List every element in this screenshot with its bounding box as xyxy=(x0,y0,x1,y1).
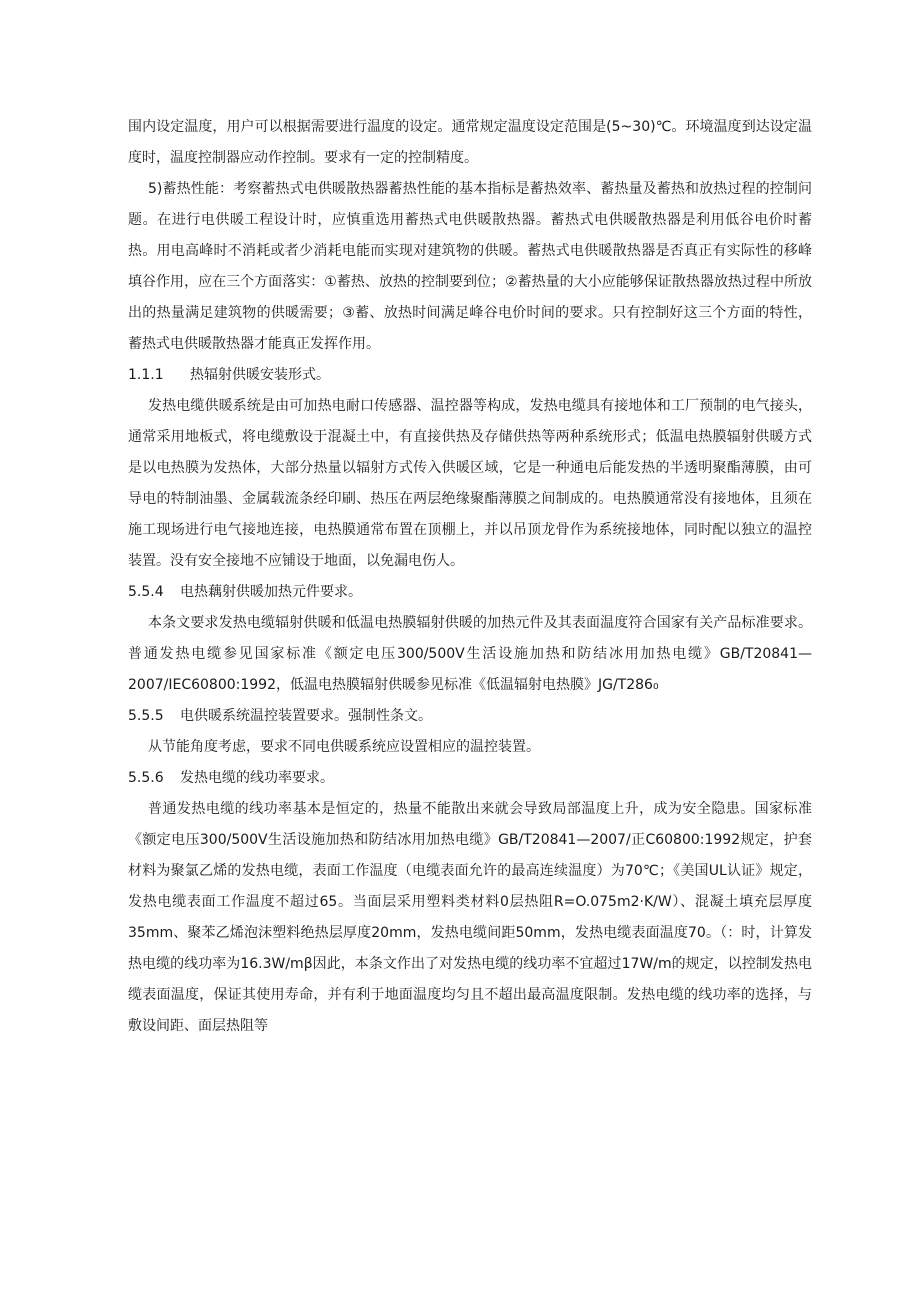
paragraph-temperature-control-devices: 从节能角度考虑，要求不同电供暖系统应设置相应的温控装置。 xyxy=(148,739,540,755)
section-number: 5.5.4 xyxy=(128,584,164,600)
paragraph-cable-linear-power: 普通发热电缆的线功率基本是恒定的，热量不能散出来就会导致局部温度上升，成为安全隐患。国家标准《额定电压300/500V生活设施加热和防结冰用加热电缆》GB/T20841—2007/正C60800:1992规定，护套材料为聚氯乙烯的发热电缆，表面工作温度（电缆表面允许的最高连续温度）为70℃；《美国UL认证》规定，发热电缆表面工作温度不超过65。当面层采用塑料类材料0层热阻R=O.075m2·K/W）、混凝土填充层厚度35mm、聚苯乙烯泡沫塑料绝热层厚度20mm，发热电缆间距50mm，发热电缆表面温度70。（：时，计算发热电缆的线功率为16.3W/mβ因此，本条文作出了对发热电缆的线功率不宜超过17W/m的规定，以控制发热电缆表面温度，保证其使用寿命，并有利于地面温度均匀且不超出最高温度限制。发热电缆的线功率的选择，与敷设间距、面层热阻等 xyxy=(128,801,812,1034)
paragraph-heating-element-standards: 本条文要求发热电缆辐射供暖和低温电热膜辐射供暖的加热元件及其表面温度符合国家有关产品标准要求。普通发热电缆参见国家标准《额定电压300/500V生活设施加热和防结冰用加热电缆》GB/T20841—2007/IEC60800:1992，低温电热膜辐射供暖参见标准《低温辐射电热膜》JG/T286₀ xyxy=(128,615,812,693)
section-number: 5.5.5 xyxy=(128,708,164,724)
paragraph-radiant-heating-forms: 发热电缆供暖系统是由可加热电耐口传感器、温控器等构成，发热电缆具有接地体和工厂预制的电气接头，通常采用地板式，将电缆敷设于混凝土中，有直接供热及存储供热等两种系统形式；低温电热膜辐射供暖方式是以电热膜为发热体，大部分热量以辐射方式传入供暖区域，它是一种通电后能发热的半透明聚酯薄膜，由可导电的特制油墨、金属载流条经印刷、热压在两层绝缘聚酯薄膜之间制成的。电热膜通常没有接地体，且须在施工现场进行电气接地连接，电热膜通常布置在顶棚上，并以吊顶龙骨作为系统接地体，同时配以独立的温控装置。没有安全接地不应铺设于地面，以免漏电伤人。 xyxy=(128,398,812,569)
section-title: 电供暖系统温控装置要求。强制性条文。 xyxy=(180,708,432,724)
paragraph-heat-storage-performance: 5)蓄热性能：考察蓄热式电供暖散热器蓄热性能的基本指标是蓄热效率、蓄热量及蓄热和放热过程的控制问题。在进行电供暖工程设计时，应慎重选用蓄热式电供暖散热器。蓄热式电供暖散热器是利用低谷电价时蓄热。用电高峰时不消耗或者少消耗电能而实现对建筑物的供暖。蓄热式电供暖散热器是否真正有实际性的移峰填谷作用，应在三个方面落实：①蓄热、放热的控制要到位；②蓄热量的大小应能够保证散热器放热过程中所放出的热量满足建筑物的供暖需要；③蓄、放热时间满足峰谷电价时间的要求。只有控制好这三个方面的特性，蓄热式电供暖散热器才能真正发挥作用。 xyxy=(128,181,812,352)
section-title: 发热电缆的线功率要求。 xyxy=(180,770,334,786)
section-heading-1-1-1 xyxy=(128,360,812,391)
section-heading-5-5-4 xyxy=(128,577,812,608)
section-heading-5-5-6 xyxy=(128,763,812,794)
document-page xyxy=(128,112,812,1042)
paragraph-temperature-setting: 围内设定温度，用户可以根据需要进行温度的设定。通常规定温度设定范围是(5~30)℃。环境温度到达设定温度时，温度控制器应动作控制。要求有一定的控制精度。 xyxy=(128,119,812,166)
section-title: 热辐射供暖安装形式。 xyxy=(190,367,330,383)
section-number: 1.1.1 xyxy=(128,367,164,383)
section-number: 5.5.6 xyxy=(128,770,164,786)
section-heading-5-5-5 xyxy=(128,701,812,732)
section-title: 电热藕射供暖加热元件要求。 xyxy=(180,584,362,600)
